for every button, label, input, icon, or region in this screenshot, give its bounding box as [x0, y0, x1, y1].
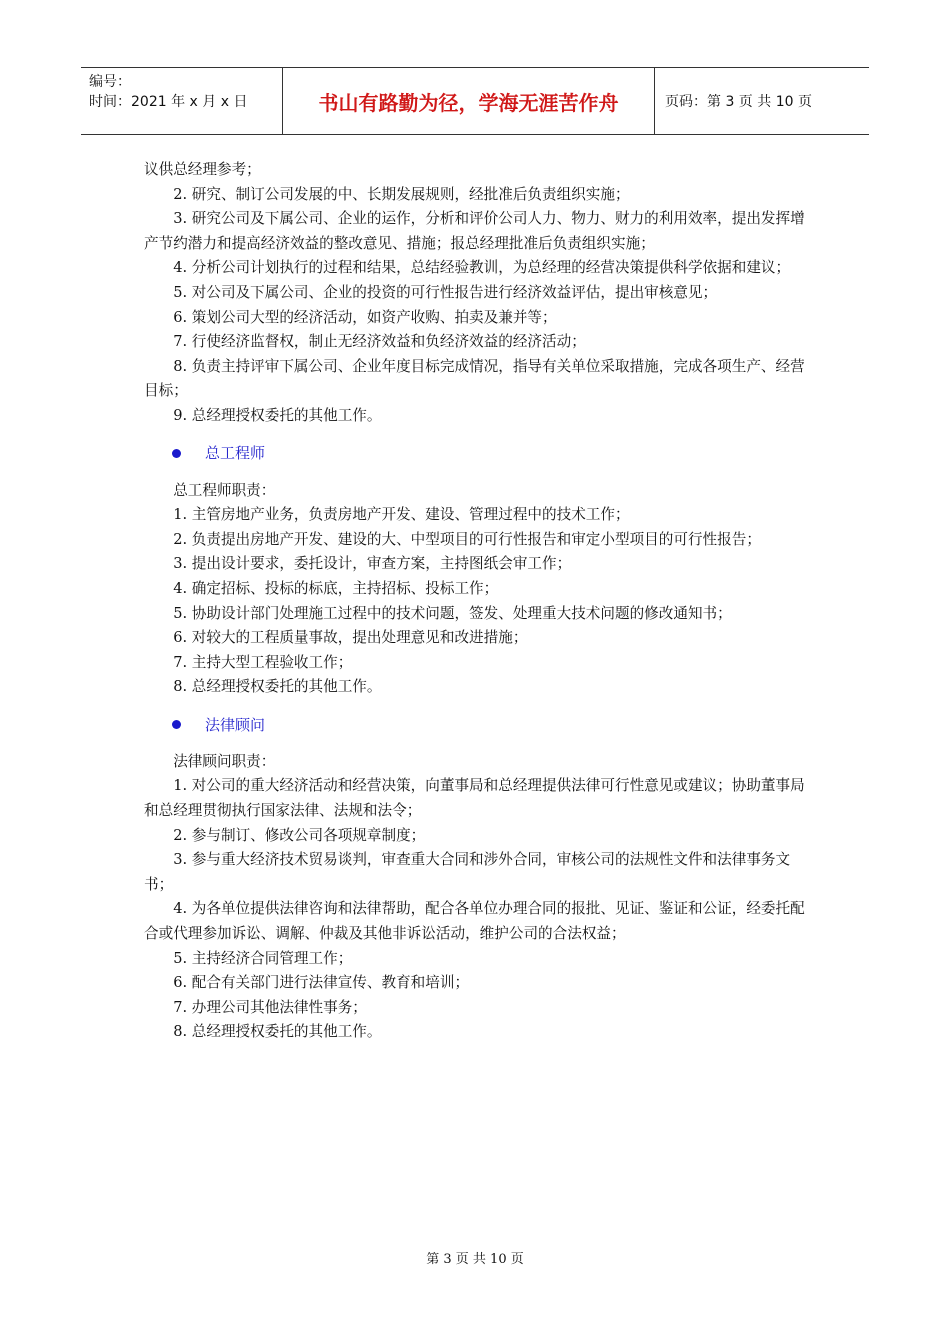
list-item: 9. 总经理授权委托的其他工作。 [173, 406, 382, 424]
list-item: 6. 策划公司大型的经济活动，如资产收购、拍卖及兼并等； [173, 308, 557, 326]
list-item: 4. 为各单位提供法律咨询和法律帮助，配合各单位办理合同的报批、见证、鉴证和公证，经委托配合或代理参加诉讼、调解、仲裁及其他非诉讼活动，维护公司的合法权益； [144, 900, 805, 943]
list-item: 4. 确定招标、投标的标底，主持招标、投标工作； [173, 579, 499, 597]
paragraph: 议供总经理参考； [144, 161, 261, 178]
list-item: 8. 总经理授权委托的其他工作。 [173, 1023, 382, 1041]
section-title: 法律顾问 [205, 715, 266, 734]
bullet-icon [172, 720, 181, 729]
list-item: 5. 协助设计部门处理施工过程中的技术问题，签发、处理重大技术问题的修改通知书； [173, 604, 732, 622]
header-meta-cell [81, 68, 283, 134]
list-item: 8. 负责主持评审下属公司、企业年度目标完成情况，指导有关单位采取措施，完成各项生产、经营目标； [144, 357, 805, 400]
section-lead: 总工程师职责： [173, 481, 276, 499]
list-item: 2. 负责提出房地产开发、建设的大、中型项目的可行性报告和审定小型项目的可行性报告； [173, 530, 761, 548]
list-item: 3. 研究公司及下属公司、企业的运作，分析和评价公司人力、物力、财力的利用效率，提出发挥增产节约潜力和提高经济效益的整改意见、措施；报总经理批准后负责组织实施； [144, 210, 805, 252]
list-item: 5. 对公司及下属公司、企业的投资的可行性报告进行经济效益评估，提出审核意见； [173, 283, 718, 301]
header-motto: 书山有路勤为径，学海无涯苦作舟 [283, 68, 655, 134]
page-header [81, 67, 869, 135]
list-item: 8. 总经理授权委托的其他工作。 [173, 678, 382, 696]
section-heading-chief-engineer [172, 429, 806, 479]
list-item: 2. 研究、制订公司发展的中、长期发展规则，经批准后负责组织实施； [173, 185, 630, 203]
list-item: 4. 分析公司计划执行的过程和结果，总结经验教训，为总经理的经营决策提供科学依据和建议； [173, 259, 791, 277]
document-body [144, 158, 806, 1045]
document-time-label: 时间：2021 年 x 月 x 日 [89, 94, 248, 110]
list-item: 6. 对较大的工程质量事故，提出处理意见和改进措施； [173, 629, 528, 647]
list-item: 7. 办理公司其他法律性事务； [173, 998, 367, 1016]
bullet-icon [172, 449, 181, 458]
section-title: 总工程师 [205, 444, 266, 463]
list-item: 7. 主持大型工程验收工作； [173, 653, 353, 671]
list-item: 1. 对公司的重大经济活动和经营决策，向董事局和总经理提供法律可行性意见或建议；协助董事局和总经理贯彻执行国家法律、法规和法令； [144, 777, 805, 820]
section-heading-legal-counsel [172, 700, 806, 750]
document-number-label: 编号： [89, 74, 131, 90]
list-item: 2. 参与制订、修改公司各项规章制度； [173, 826, 426, 844]
list-item: 5. 主持经济合同管理工作； [173, 949, 353, 967]
page-footer: 第 3 页 共 10 页 [426, 1252, 524, 1267]
section-lead: 法律顾问职责： [173, 752, 276, 770]
list-item: 3. 提出设计要求，委托设计，审查方案，主持图纸会审工作； [173, 555, 572, 573]
list-item: 7. 行使经济监督权，制止无经济效益和负经济效益的经济活动； [173, 333, 586, 351]
list-item: 3. 参与重大经济技术贸易谈判，审查重大合同和涉外合同，审核公司的法规性文件和法律事务文书； [144, 851, 791, 893]
header-page-label: 页码：第 3 页 共 10 页 [665, 94, 812, 110]
list-item: 1. 主管房地产业务，负责房地产开发、建设、管理过程中的技术工作； [173, 506, 630, 524]
list-item: 6. 配合有关部门进行法律宣传、教育和培训； [173, 974, 470, 992]
